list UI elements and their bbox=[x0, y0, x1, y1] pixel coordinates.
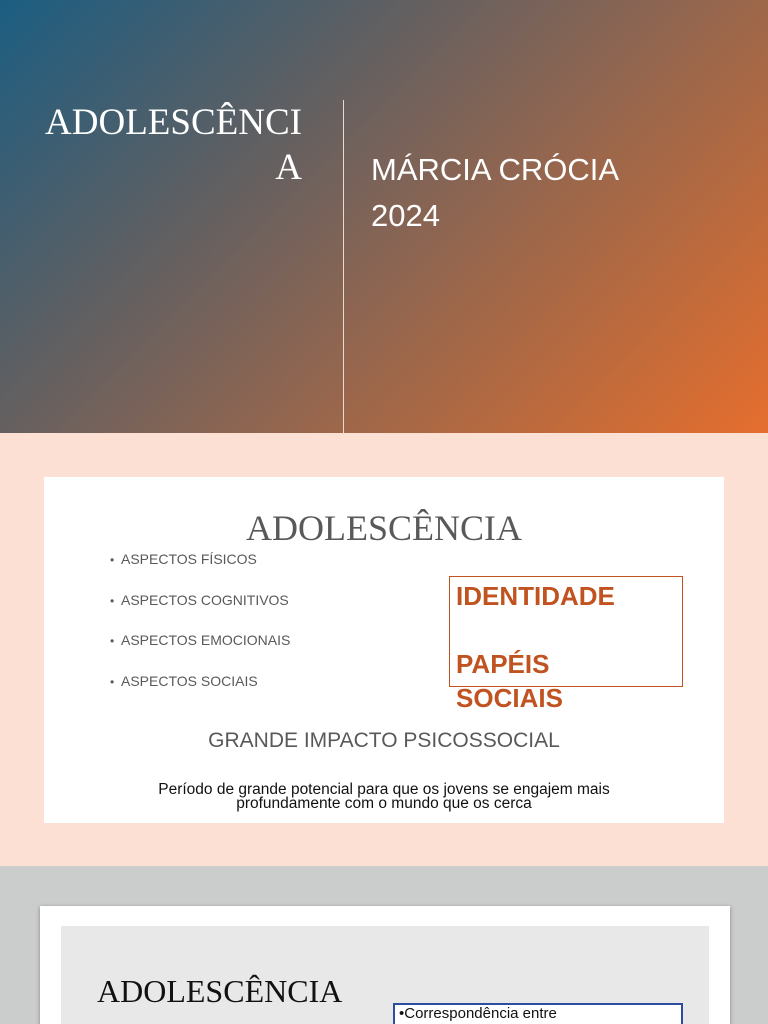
list-item-label: ASPECTOS SOCIAIS bbox=[121, 672, 258, 689]
list-item-label: ASPECTOS COGNITIVOS bbox=[121, 591, 289, 608]
callout-text: •Correspondência entre bbox=[399, 1005, 557, 1022]
highlight-roles-line1: PAPÉIS bbox=[456, 649, 550, 679]
highlight-roles-line2: SOCIAIS bbox=[456, 683, 563, 713]
bullet-icon: • bbox=[110, 634, 115, 648]
author-name: MÁRCIA CRÓCIA bbox=[371, 152, 620, 187]
aspects-list bbox=[110, 550, 290, 712]
bullet-icon: • bbox=[110, 553, 115, 567]
third-slide bbox=[0, 866, 768, 1024]
bullet-icon: • bbox=[110, 593, 115, 608]
list-item bbox=[110, 591, 290, 632]
highlight-identity: IDENTIDADE bbox=[456, 581, 615, 611]
content-slide bbox=[0, 433, 768, 866]
highlight-text bbox=[456, 579, 615, 715]
slide-title-line1: ADOLESCÊNCI bbox=[45, 102, 302, 143]
content-title: ADOLESCÊNCIA bbox=[246, 508, 522, 548]
slide-card bbox=[40, 906, 730, 1024]
period-line1: Período de grande potencial para que os jovens se engajem mais bbox=[158, 781, 610, 798]
list-item-label: ASPECTOS EMOCIONAIS bbox=[121, 632, 291, 648]
slide-title-line2: A bbox=[275, 147, 302, 188]
slide-title bbox=[0, 100, 302, 190]
period-text bbox=[104, 783, 664, 811]
vertical-divider bbox=[343, 100, 344, 433]
author-block bbox=[371, 147, 619, 239]
third-slide-title: ADOLESCÊNCIA bbox=[97, 973, 343, 1009]
list-item-label: ASPECTOS FÍSICOS bbox=[121, 551, 257, 567]
content-card bbox=[44, 477, 724, 823]
title-slide bbox=[0, 0, 768, 433]
period-line2: profundamente com o mundo que os cerca bbox=[236, 795, 532, 812]
slide-inner-panel bbox=[61, 926, 709, 1024]
impact-heading: GRANDE IMPACTO PSICOSSOCIAL bbox=[208, 729, 560, 752]
author-year: 2024 bbox=[371, 198, 440, 233]
list-item bbox=[110, 672, 290, 713]
list-item bbox=[110, 550, 290, 591]
list-item bbox=[110, 631, 290, 672]
callout-box bbox=[393, 1003, 683, 1024]
bullet-icon: • bbox=[110, 674, 115, 689]
